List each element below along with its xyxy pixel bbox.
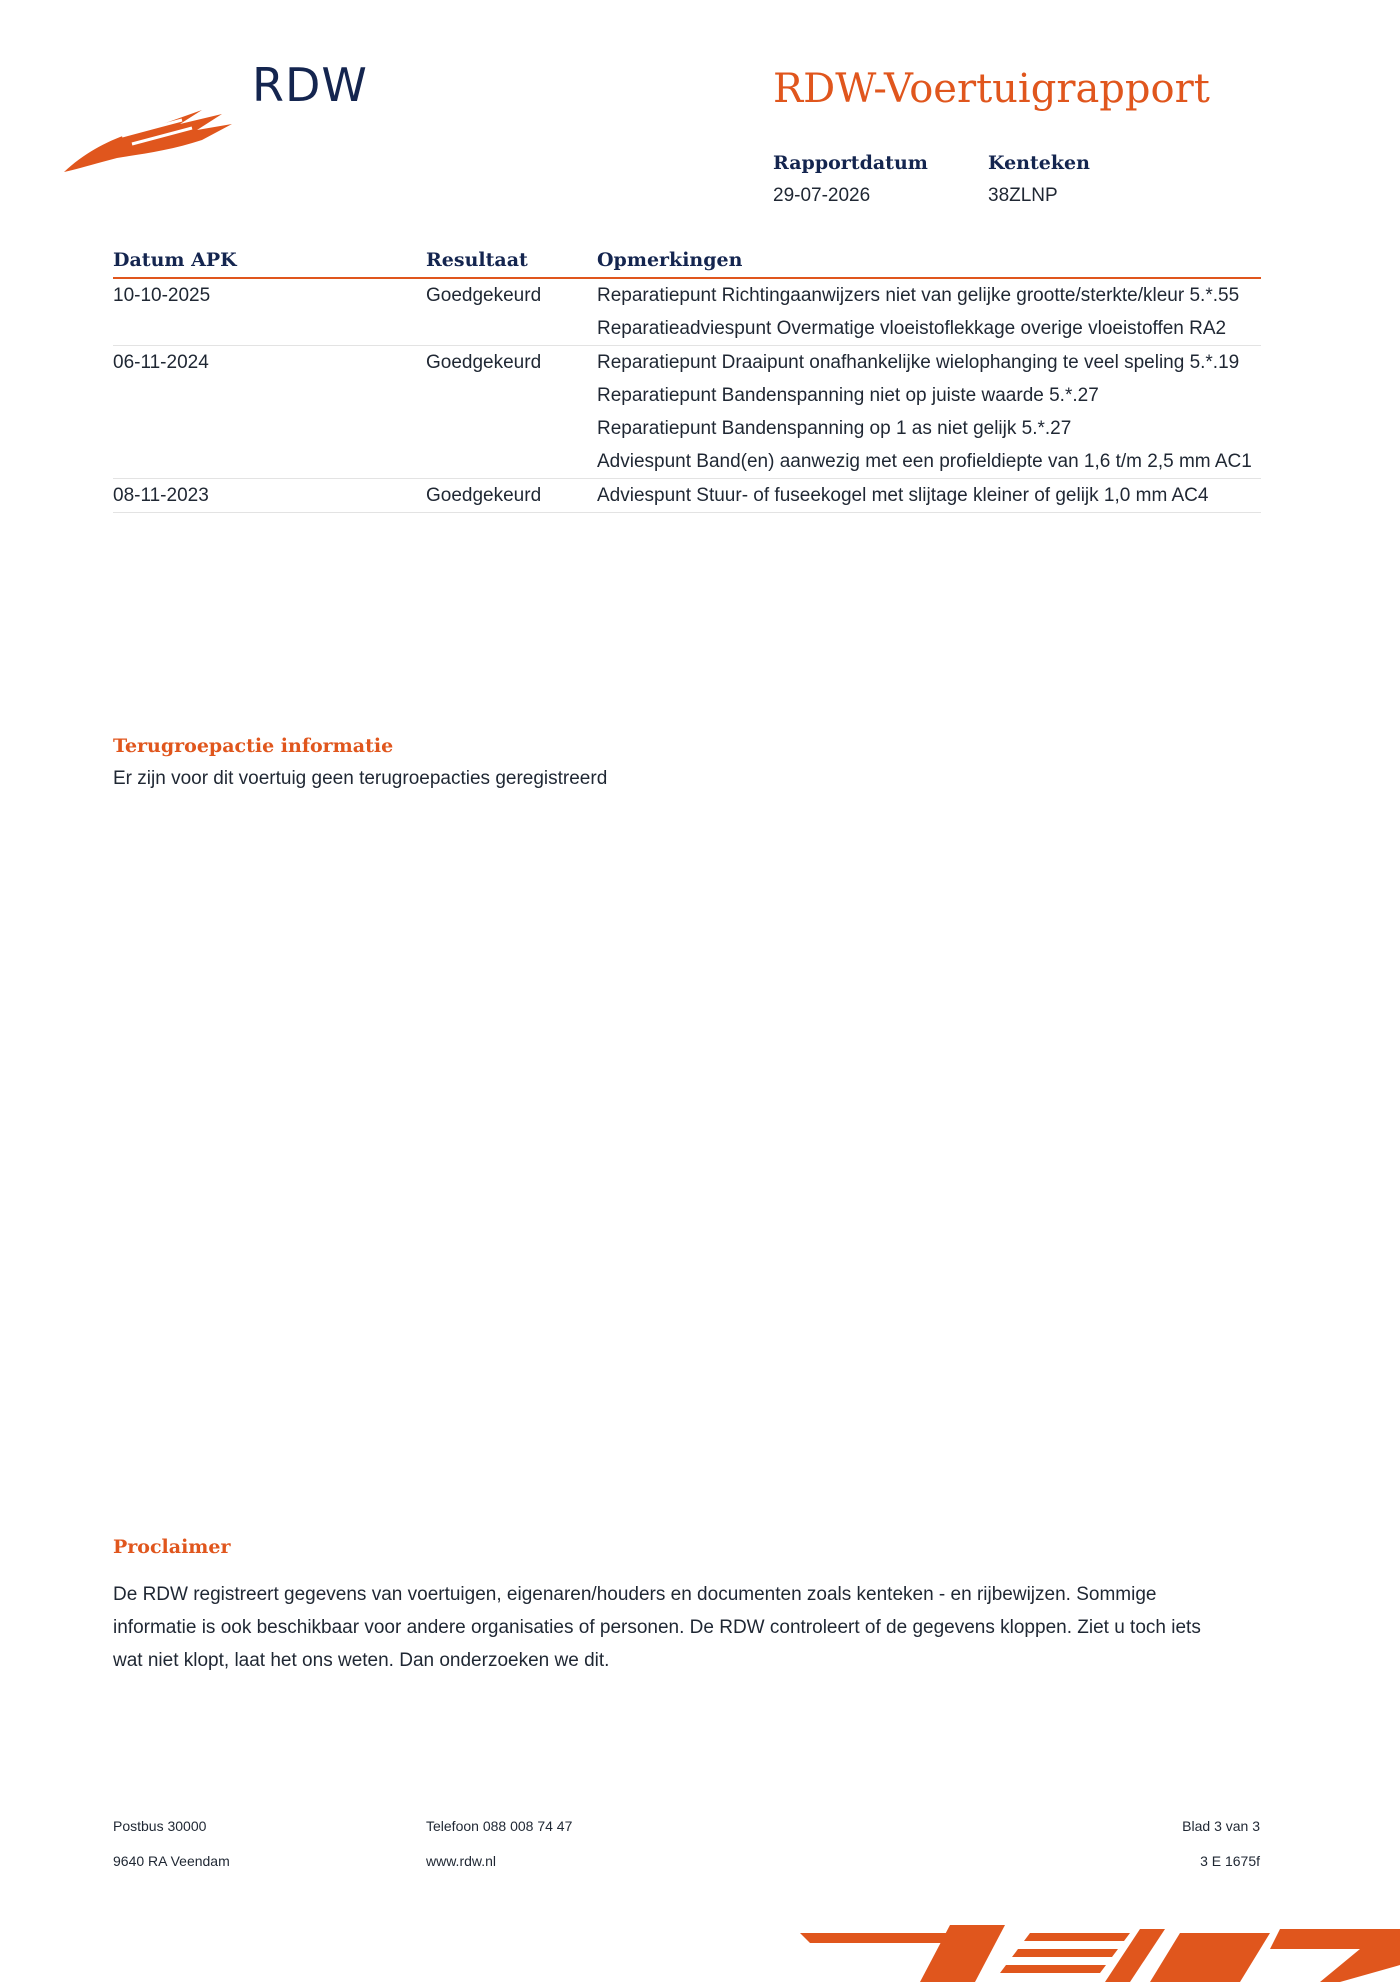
report-date-label: Rapportdatum: [773, 152, 928, 174]
remark-item: Reparatiepunt Bandenspanning op 1 as niet gelijk 5.*.27: [597, 418, 1072, 439]
apk-remarks: [597, 346, 1261, 479]
column-header-result: Resultaat: [426, 245, 597, 278]
logo-text: RDW: [252, 58, 368, 112]
remark-item: Reparatiepunt Bandenspanning niet op juiste waarde 5.*.27: [597, 385, 1099, 406]
rdw-wing-icon: [62, 96, 237, 176]
remark-item: Adviespunt Stuur- of fuseekogel met slijtage kleiner of gelijk 1,0 mm AC4: [597, 485, 1209, 506]
apk-remarks: [597, 479, 1261, 513]
proclaimer-heading: Proclaimer: [113, 1536, 231, 1558]
plate-label: Kenteken: [988, 152, 1090, 174]
report-title: RDW-Voertuigrapport: [773, 66, 1210, 112]
apk-date: 06-11-2024: [113, 346, 426, 479]
column-header-date: Datum APK: [113, 245, 426, 278]
footer-phone: Telefoon 088 008 74 47: [426, 1818, 573, 1834]
apk-table-header: [113, 245, 1261, 278]
plate-value: 38ZLNP: [988, 185, 1058, 206]
footer-address-line2: 9640 RA Veendam: [113, 1853, 230, 1869]
remark-item: Reparatiepunt Richtingaanwijzers niet van gelijke grootte/sterkte/kleur 5.*.55: [597, 285, 1240, 306]
column-header-remarks: Opmerkingen: [597, 245, 1261, 278]
footer-document-code: 3 E 1675f: [1200, 1853, 1260, 1869]
apk-table: [113, 245, 1261, 513]
apk-remarks: [597, 278, 1261, 346]
apk-result: Goedgekeurd: [426, 479, 597, 513]
footer-website: www.rdw.nl: [426, 1853, 497, 1869]
remark-item: Adviespunt Band(en) aanwezig met een profieldiepte van 1,6 t/m 2,5 mm AC1: [597, 451, 1252, 472]
table-row: [113, 479, 1261, 513]
apk-result: Goedgekeurd: [426, 278, 597, 346]
footer-address-line1: Postbus 30000: [113, 1818, 207, 1834]
remark-item: Reparatieadviespunt Overmatige vloeistoflekkage overige vloeistoffen RA2: [597, 318, 1227, 339]
recall-heading: Terugroepactie informatie: [113, 735, 394, 757]
decorative-stripes: [800, 1925, 1400, 1982]
report-date-value: 29-07-2026: [773, 185, 871, 206]
footer-page-number: Blad 3 van 3: [1182, 1818, 1260, 1834]
apk-date: 08-11-2023: [113, 479, 426, 513]
rdw-logo: [62, 58, 382, 178]
apk-date: 10-10-2025: [113, 278, 426, 346]
table-row: [113, 278, 1261, 346]
remark-item: Reparatiepunt Draaipunt onafhankelijke wielophanging te veel speling 5.*.19: [597, 352, 1240, 373]
table-row: [113, 346, 1261, 479]
recall-text: Er zijn voor dit voertuig geen terugroepacties geregistreerd: [113, 768, 608, 789]
proclaimer-text: De RDW registreert gegevens van voertuigen, eigenaren/houders en documenten zoals kenteken - en rijbewijzen. Sommige informatie is ook beschikbaar voor andere organisaties of personen. De RDW controleert of de gegevens kloppen. Ziet u toch iets wat niet klopt, laat het ons weten. Dan onderzoeken we dit.: [113, 1584, 1201, 1671]
apk-result: Goedgekeurd: [426, 346, 597, 479]
